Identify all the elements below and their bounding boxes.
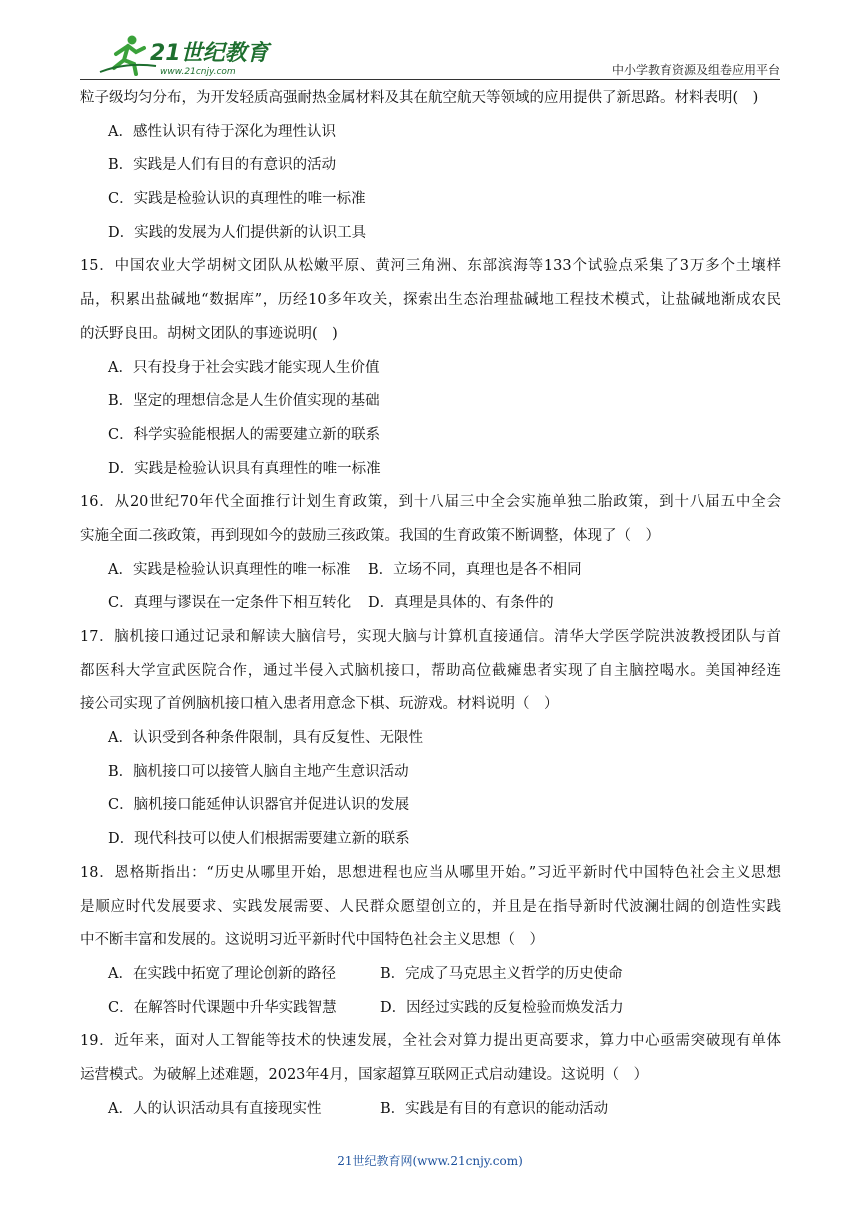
header-divider [80, 79, 780, 80]
option-item: B．实践是有目的有意识的能动活动 [380, 1100, 609, 1117]
question-text: 18．恩格斯指出：“历史从哪里开始，思想进程也应当从哪里开始。”习近平新时代中国特色社会主义思想 [80, 864, 781, 881]
option-item: D．实践的发展为人们提供新的认识工具 [108, 224, 367, 241]
page-header [80, 30, 780, 82]
option-item: A．实践是检验认识真理性的唯一标准 [108, 561, 351, 578]
page-footer: 21世纪教育网(www.21cnjy.com) [337, 1154, 523, 1168]
option-item: C．脑机接口能延伸认识器官并促进认识的发展 [108, 797, 410, 814]
option-item: A．认识受到各种条件限制，具有反复性、无限性 [108, 730, 423, 747]
question-text: 都医科大学宣武医院合作，通过半侵入式脑机接口，帮助高位截瘫患者实现了自主脑控喝水。美国神经连 [80, 662, 781, 679]
option-pair [80, 554, 781, 588]
option-item: D．实践是检验认识具有真理性的唯一标准 [108, 460, 381, 477]
option-pair [80, 587, 781, 621]
option-item: D．真理是具体的、有条件的 [368, 595, 554, 612]
option-item: B．立场不同，真理也是各不相同 [368, 561, 582, 578]
question-text: 品，积累出盐碱地“数据库”，历经10多年攻关，探索出生态治理盐碱地工程技术模式，让盐碱地渐成农民 [80, 292, 781, 309]
option-item: A．感性认识有待于深化为理性认识 [108, 123, 336, 140]
question-text: 15．中国农业大学胡树文团队从松嫩平原、黄河三角洲、东部滨海等133个试验点采集了3万多个土壤样 [80, 258, 781, 275]
option-item: B．坚定的理想信念是人生价值实现的基础 [108, 393, 380, 410]
logo-url: www.21cnjy.com [160, 67, 236, 77]
question-text: 16．从20世纪70年代全面推行计划生育政策，到十八届三中全会实施单独二胎政策，到十八届五中全会 [80, 494, 781, 511]
site-logo [96, 32, 286, 78]
question-text: 17．脑机接口通过记录和解读大脑信号，实现大脑与计算机直接通信。清华大学医学院洪波教授团队与首 [80, 629, 781, 645]
option-item: A．只有投身于社会实践才能实现人生价值 [108, 359, 380, 376]
option-item: B．实践是人们有目的有意识的活动 [108, 157, 337, 174]
option-item: D．因经过实践的反复检验而焕发活力 [380, 999, 624, 1016]
option-item: B．完成了马克思主义哲学的历史使命 [380, 965, 623, 982]
option-item: A．在实践中拓宽了理论创新的路径 [108, 965, 336, 982]
option-item: C．真理与谬误在一定条件下相互转化 [108, 595, 352, 612]
option-item: B．脑机接口可以接管人脑自主地产生意识活动 [108, 763, 409, 780]
question-text: 实施全面二孩政策，再到现如今的鼓励三孩政策。我国的生育政策不断调整，体现了（ ） [80, 527, 660, 544]
option-pair [80, 958, 781, 992]
question-text: 的沃野良田。胡树文团队的事迹说明( ) [80, 325, 338, 342]
question-text: 运营模式。为破解上述难题，2023年4月，国家超算互联网正式启动建设。这说明（ ） [80, 1066, 649, 1083]
question-text: 中不断丰富和发展的。这说明习近平新时代中国特色社会主义思想（ ） [80, 932, 544, 949]
option-item: C．科学实验能根据人的需要建立新的联系 [108, 426, 381, 443]
question-text: 是顺应时代发展要求、实践发展需要、人民群众愿望创立的，并且是在指导新时代波澜壮阔的创造性实践 [80, 898, 781, 915]
option-pair [80, 1093, 781, 1127]
runner-icon [100, 36, 156, 75]
logo-text: 21世纪教育 [150, 41, 269, 66]
question-content [80, 82, 781, 1126]
option-item: C．在解答时代课题中升华实践智慧 [108, 999, 337, 1016]
question-text: 19．近年来，面对人工智能等技术的快速发展，全社会对算力提出更高要求，算力中心亟需突破现有单体 [80, 1033, 781, 1050]
question-text: 粒子级均匀分布，为开发轻质高强耐热金属材料及其在航空航天等领域的应用提供了新思路。材料表明( ) [80, 90, 759, 106]
option-item: A．人的认识活动具有直接现实性 [108, 1100, 322, 1117]
option-pair [80, 992, 781, 1026]
question-text: 接公司实现了首例脑机接口植入患者用意念下棋、玩游戏。材料说明（ ） [80, 696, 559, 713]
platform-name: 中小学教育资源及组卷应用平台 [611, 63, 780, 77]
option-item: C．实践是检验认识的真理性的唯一标准 [108, 191, 366, 208]
option-item: D．现代科技可以使人们根据需要建立新的联系 [108, 831, 410, 848]
